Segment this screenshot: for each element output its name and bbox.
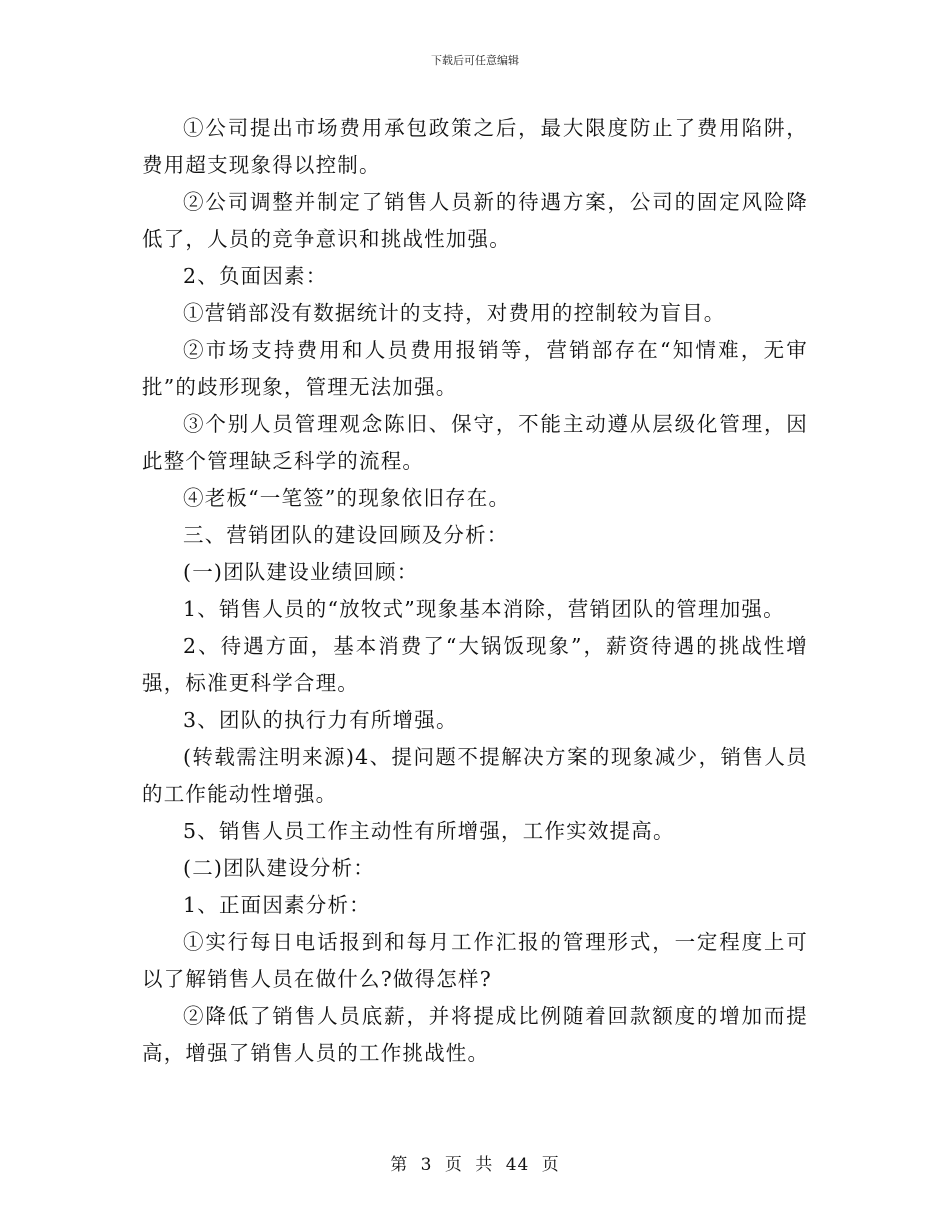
section-heading: (一)团队建设业绩回顾：: [183, 560, 419, 584]
paragraph: 5、销售人员工作主动性有所增强，工作实效提高。: [183, 819, 675, 843]
document-body: [142, 110, 808, 1072]
paragraph: ②公司调整并制定了销售人员新的待遇方案，公司的固定风险降低了，人员的竞争意识和挑战性加强。: [142, 190, 808, 251]
paragraph: 3、团队的执行力有所增强。: [183, 708, 458, 732]
paragraph: 1、销售人员的“放牧式”现象基本消除，营销团队的管理加强。: [183, 597, 785, 621]
paragraph: 2、待遇方面，基本消费了“大锅饭现象”，薪资待遇的挑战性增强，标准更科学合理。: [142, 634, 808, 695]
section-heading: 2、负面因素：: [183, 264, 328, 288]
page-number-footer: 第 3 页 共 44 页: [390, 1155, 560, 1175]
paragraph: ②降低了销售人员底薪，并将提成比例随着回款额度的增加而提高，增强了销售人员的工作挑战性。: [142, 1004, 808, 1065]
section-heading: 三、营销团队的建设回顾及分析：: [183, 523, 509, 547]
page-header: 下载后可任意编辑: [431, 54, 519, 67]
paragraph: ①实行每日电话报到和每月工作汇报的管理形式，一定程度上可以了解销售人员在做什么?做得怎样?: [142, 930, 808, 991]
paragraph: (转载需注明来源)4、提问题不提解决方案的现象减少，销售人员的工作能动性增强。: [142, 745, 808, 806]
paragraph: ③个别人员管理观念陈旧、保守，不能主动遵从层级化管理，因此整个管理缺乏科学的流程。: [142, 412, 808, 473]
paragraph: ①公司提出市场费用承包政策之后，最大限度防止了费用陷阱，费用超支现象得以控制。: [142, 116, 808, 177]
paragraph: ②市场支持费用和人员费用报销等，营销部存在“知情难，无审批”的歧形现象，管理无法加强。: [142, 338, 808, 399]
section-heading: (二)团队建设分析：: [183, 856, 375, 880]
section-heading: 1、正面因素分析：: [183, 893, 371, 917]
paragraph: ①营销部没有数据统计的支持，对费用的控制较为盲目。: [183, 301, 726, 325]
paragraph: ④老板“一笔签”的现象依旧存在。: [183, 486, 511, 510]
